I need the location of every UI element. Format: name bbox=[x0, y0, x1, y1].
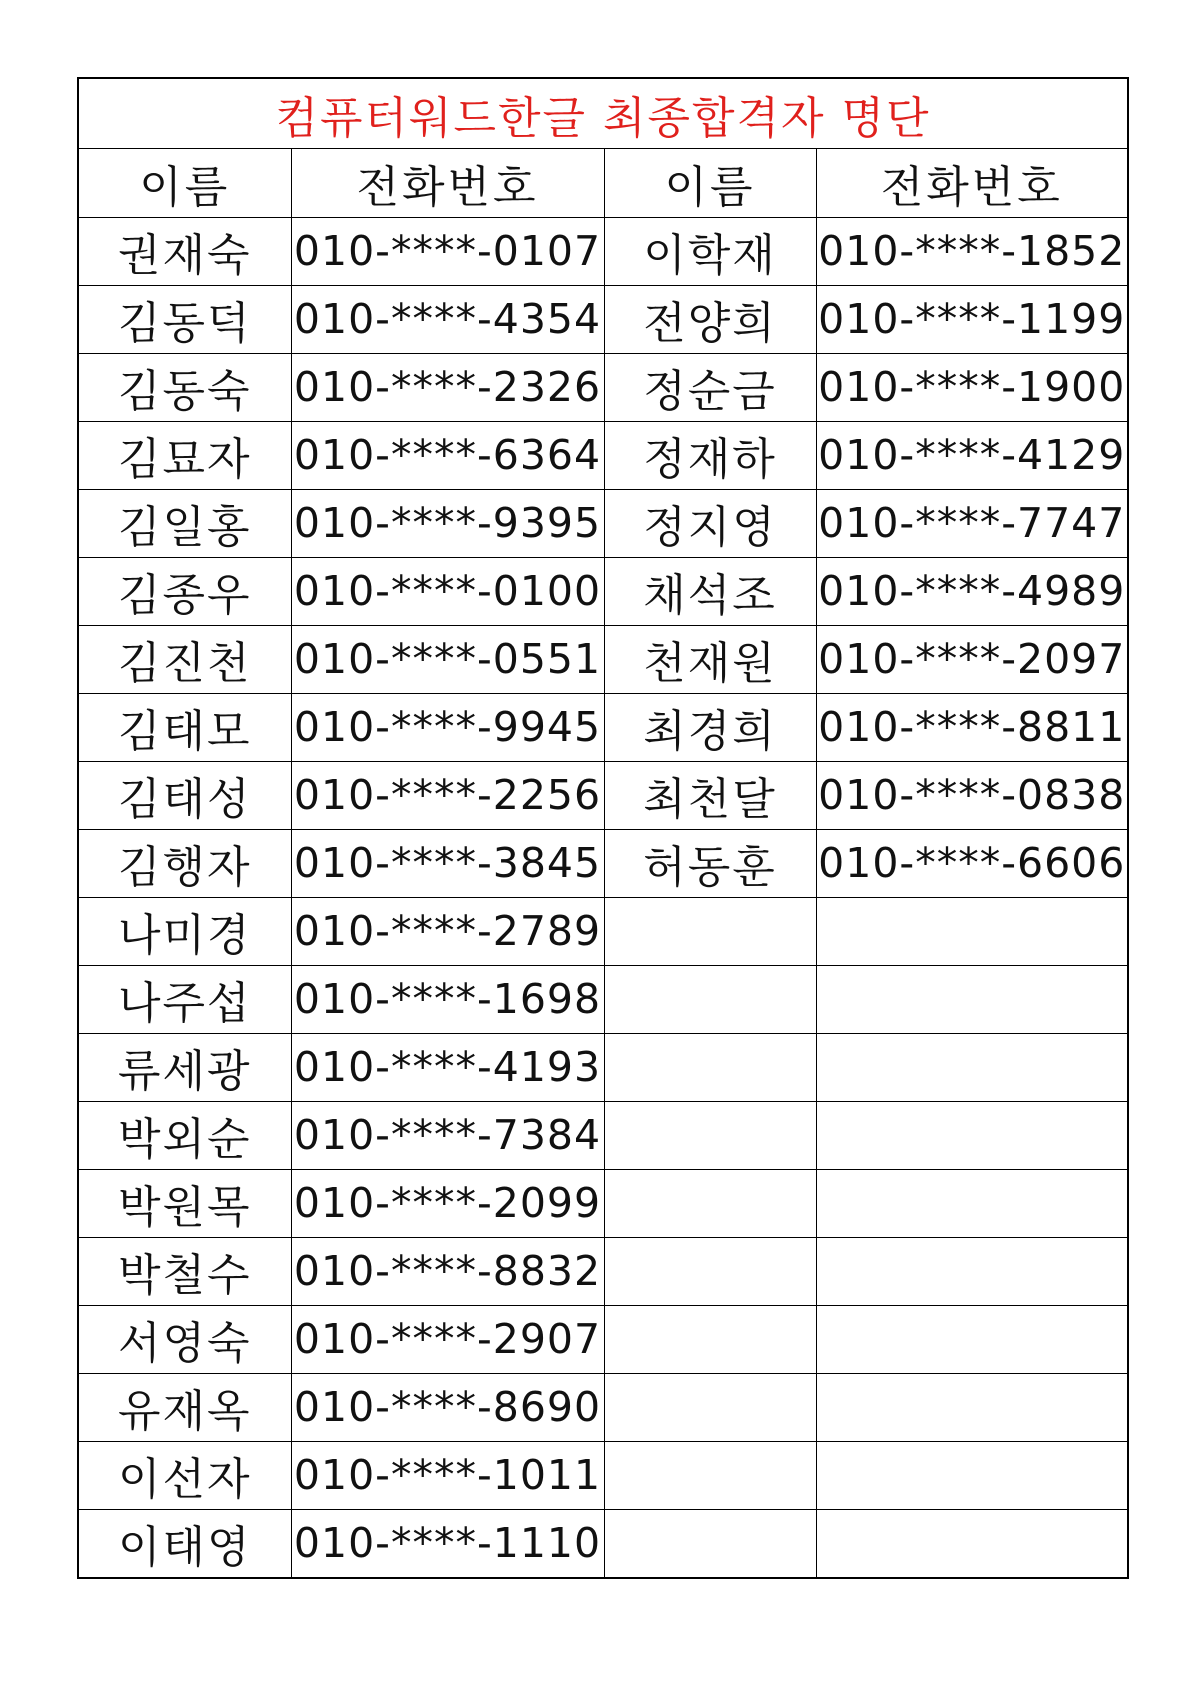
phone-cell-right: 010-****-6606 bbox=[816, 829, 1127, 897]
phone-cell-right: 010-****-1900 bbox=[816, 353, 1127, 421]
name-cell-right bbox=[604, 1373, 816, 1441]
name-cell-left: 이태영 bbox=[79, 1509, 291, 1577]
name-cell-left: 박원목 bbox=[79, 1169, 291, 1237]
name-cell-left: 김일홍 bbox=[79, 489, 291, 557]
name-cell-left: 류세광 bbox=[79, 1033, 291, 1101]
table-row bbox=[79, 285, 1127, 353]
name-cell-right bbox=[604, 1509, 816, 1577]
roster-table bbox=[79, 149, 1127, 1577]
table-row bbox=[79, 965, 1127, 1033]
name-cell-right bbox=[604, 1237, 816, 1305]
phone-cell-left: 010-****-8832 bbox=[291, 1237, 604, 1305]
phone-cell-left: 010-****-0551 bbox=[291, 625, 604, 693]
header-phone-left: 전화번호 bbox=[291, 149, 604, 217]
name-cell-right: 정재하 bbox=[604, 421, 816, 489]
phone-cell-left: 010-****-7384 bbox=[291, 1101, 604, 1169]
table-row bbox=[79, 217, 1127, 285]
phone-cell-right bbox=[816, 1101, 1127, 1169]
table-row bbox=[79, 829, 1127, 897]
phone-cell-left: 010-****-0100 bbox=[291, 557, 604, 625]
name-cell-left: 김종우 bbox=[79, 557, 291, 625]
header-phone-right: 전화번호 bbox=[816, 149, 1127, 217]
name-cell-right: 이학재 bbox=[604, 217, 816, 285]
phone-cell-left: 010-****-1698 bbox=[291, 965, 604, 1033]
name-cell-right: 최천달 bbox=[604, 761, 816, 829]
phone-cell-right: 010-****-2097 bbox=[816, 625, 1127, 693]
name-cell-left: 김태모 bbox=[79, 693, 291, 761]
table-row bbox=[79, 1373, 1127, 1441]
table-row bbox=[79, 693, 1127, 761]
phone-cell-left: 010-****-2099 bbox=[291, 1169, 604, 1237]
table-row bbox=[79, 353, 1127, 421]
phone-cell-right bbox=[816, 897, 1127, 965]
phone-cell-left: 010-****-2256 bbox=[291, 761, 604, 829]
header-name-right: 이름 bbox=[604, 149, 816, 217]
phone-cell-left: 010-****-3845 bbox=[291, 829, 604, 897]
phone-cell-right bbox=[816, 1305, 1127, 1373]
phone-cell-left: 010-****-6364 bbox=[291, 421, 604, 489]
table-row bbox=[79, 1509, 1127, 1577]
name-cell-left: 나주섭 bbox=[79, 965, 291, 1033]
name-cell-left: 김동덕 bbox=[79, 285, 291, 353]
name-cell-right: 허동훈 bbox=[604, 829, 816, 897]
table-row bbox=[79, 1237, 1127, 1305]
name-cell-left: 이선자 bbox=[79, 1441, 291, 1509]
phone-cell-right bbox=[816, 1441, 1127, 1509]
phone-cell-left: 010-****-8690 bbox=[291, 1373, 604, 1441]
name-cell-left: 김묘자 bbox=[79, 421, 291, 489]
phone-cell-right bbox=[816, 1373, 1127, 1441]
table-row bbox=[79, 625, 1127, 693]
phone-cell-right bbox=[816, 1509, 1127, 1577]
roster-document bbox=[77, 77, 1129, 1579]
table-row bbox=[79, 1101, 1127, 1169]
name-cell-left: 김행자 bbox=[79, 829, 291, 897]
name-cell-right bbox=[604, 1169, 816, 1237]
name-cell-left: 김진천 bbox=[79, 625, 291, 693]
table-row bbox=[79, 489, 1127, 557]
name-cell-right bbox=[604, 897, 816, 965]
phone-cell-right: 010-****-0838 bbox=[816, 761, 1127, 829]
table-row bbox=[79, 1169, 1127, 1237]
phone-cell-right: 010-****-1199 bbox=[816, 285, 1127, 353]
phone-cell-left: 010-****-1011 bbox=[291, 1441, 604, 1509]
phone-cell-left: 010-****-4354 bbox=[291, 285, 604, 353]
name-cell-right: 채석조 bbox=[604, 557, 816, 625]
phone-cell-left: 010-****-9395 bbox=[291, 489, 604, 557]
name-cell-left: 권재숙 bbox=[79, 217, 291, 285]
name-cell-left: 나미경 bbox=[79, 897, 291, 965]
name-cell-right: 전양희 bbox=[604, 285, 816, 353]
name-cell-left: 박철수 bbox=[79, 1237, 291, 1305]
table-row bbox=[79, 421, 1127, 489]
name-cell-left: 서영숙 bbox=[79, 1305, 291, 1373]
name-cell-left: 김태성 bbox=[79, 761, 291, 829]
name-cell-right: 천재원 bbox=[604, 625, 816, 693]
phone-cell-left: 010-****-0107 bbox=[291, 217, 604, 285]
phone-cell-right: 010-****-7747 bbox=[816, 489, 1127, 557]
name-cell-left: 박외순 bbox=[79, 1101, 291, 1169]
name-cell-right bbox=[604, 1305, 816, 1373]
name-cell-right: 정지영 bbox=[604, 489, 816, 557]
table-row bbox=[79, 1305, 1127, 1373]
table-row bbox=[79, 897, 1127, 965]
name-cell-right bbox=[604, 1101, 816, 1169]
name-cell-left: 유재옥 bbox=[79, 1373, 291, 1441]
phone-cell-right: 010-****-4989 bbox=[816, 557, 1127, 625]
phone-cell-right bbox=[816, 965, 1127, 1033]
name-cell-right bbox=[604, 1033, 816, 1101]
table-row bbox=[79, 1441, 1127, 1509]
phone-cell-right: 010-****-1852 bbox=[816, 217, 1127, 285]
phone-cell-left: 010-****-4193 bbox=[291, 1033, 604, 1101]
document-title: 컴퓨터워드한글 최종합격자 명단 bbox=[79, 79, 1127, 149]
name-cell-right bbox=[604, 965, 816, 1033]
phone-cell-right: 010-****-4129 bbox=[816, 421, 1127, 489]
header-row bbox=[79, 149, 1127, 217]
name-cell-left: 김동숙 bbox=[79, 353, 291, 421]
table-row bbox=[79, 761, 1127, 829]
phone-cell-left: 010-****-2326 bbox=[291, 353, 604, 421]
phone-cell-left: 010-****-2789 bbox=[291, 897, 604, 965]
phone-cell-right bbox=[816, 1169, 1127, 1237]
table-row bbox=[79, 1033, 1127, 1101]
phone-cell-left: 010-****-9945 bbox=[291, 693, 604, 761]
name-cell-right bbox=[604, 1441, 816, 1509]
phone-cell-left: 010-****-1110 bbox=[291, 1509, 604, 1577]
table-row bbox=[79, 557, 1127, 625]
phone-cell-right bbox=[816, 1237, 1127, 1305]
phone-cell-right: 010-****-8811 bbox=[816, 693, 1127, 761]
phone-cell-right bbox=[816, 1033, 1127, 1101]
roster-body bbox=[79, 217, 1127, 1577]
header-name-left: 이름 bbox=[79, 149, 291, 217]
phone-cell-left: 010-****-2907 bbox=[291, 1305, 604, 1373]
name-cell-right: 최경희 bbox=[604, 693, 816, 761]
name-cell-right: 정순금 bbox=[604, 353, 816, 421]
